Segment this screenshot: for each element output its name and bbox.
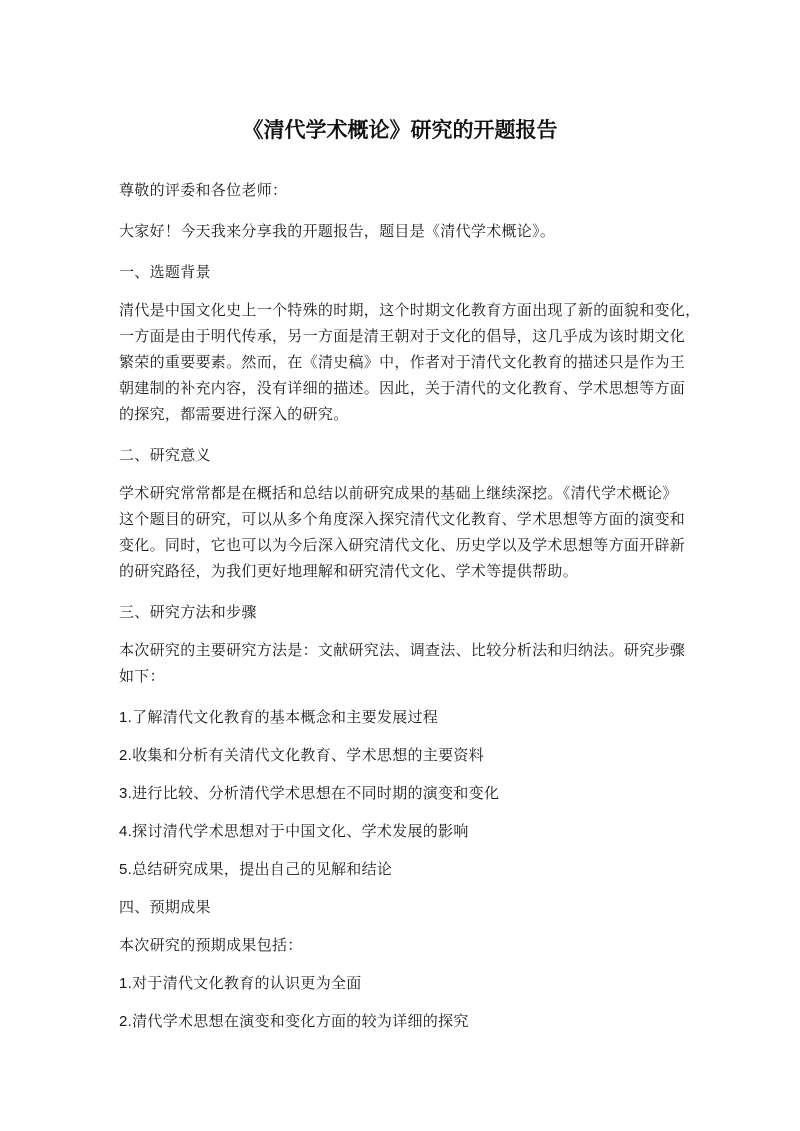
paragraph <box>119 298 699 428</box>
text-line: 一方面是由于明代传承，另一方面是清王朝对于文化的倡导，这几乎成为该时期文化 <box>119 328 686 345</box>
text-line: 一、选题背景 <box>119 264 211 281</box>
text-line: 尊敬的评委和各位老师： <box>119 182 288 199</box>
section-heading <box>119 443 699 469</box>
text-line: 的研究路径，为我们更好地理解和研究清代文化、学术等提供帮助。 <box>119 563 579 580</box>
text-line: 1.对于清代文化教育的认识更为全面 <box>119 975 362 992</box>
list-item <box>119 743 699 769</box>
list-item <box>119 971 699 997</box>
text-line: 二、研究意义 <box>119 447 211 464</box>
text-line: 这个题目的研究，可以从多个角度深入探究清代文化教育、学术思想等方面的演变和 <box>119 511 686 528</box>
section-heading <box>119 895 699 921</box>
paragraph <box>119 638 699 690</box>
text-line: 4.探讨清代学术思想对于中国文化、学术发展的影响 <box>119 823 469 840</box>
list-item <box>119 819 699 845</box>
list-item <box>119 857 699 883</box>
document-body <box>119 178 699 1047</box>
text-line: 清代是中国文化史上一个特殊的时期，这个时期文化教育方面出现了新的面貌和变化， <box>119 302 701 319</box>
text-line: 本次研究的主要研究方法是：文献研究法、调查法、比较分析法和归纳法。研究步骤 <box>119 642 686 659</box>
text-line: 变化。同时，它也可以为今后深入研究清代文化、历史学以及学术思想等方面开辟新 <box>119 537 686 554</box>
list-item <box>119 1009 699 1035</box>
text-line: 学术研究常常都是在概括和总结以前研究成果的基础上继续深挖。《清代学术概论》 <box>119 485 678 502</box>
text-line: 2.收集和分析有关清代文化教育、学术思想的主要资料 <box>119 747 485 764</box>
list-item <box>119 781 699 807</box>
text-line: 5.总结研究成果，提出自己的见解和结论 <box>119 861 393 878</box>
text-line: 繁荣的重要要素。然而，在《清史稿》中，作者对于清代文化教育的描述只是作为王 <box>119 354 686 371</box>
paragraph <box>119 481 699 585</box>
list-item <box>119 933 699 959</box>
text-line: 1.了解清代文化教育的基本概念和主要发展过程 <box>119 709 439 726</box>
text-line: 三、研究方法和步骤 <box>119 604 257 621</box>
text-line: 如下： <box>119 668 165 685</box>
section-heading <box>119 260 699 286</box>
document-title: 《清代学术概论》研究的开题报告 <box>242 119 558 142</box>
text-line: 四、预期成果 <box>119 899 211 916</box>
text-line: 朝建制的补充内容，没有详细的描述。因此，关于清代的文化教育、学术思想等方面 <box>119 380 686 397</box>
text-line: 本次研究的预期成果包括： <box>119 937 303 954</box>
section-heading <box>119 600 699 626</box>
paragraph <box>119 219 699 245</box>
paragraph <box>119 178 699 204</box>
list-item <box>119 705 699 731</box>
text-line: 3.进行比较、分析清代学术思想在不同时期的演变和变化 <box>119 785 500 802</box>
text-line: 大家好！今天我来分享我的开题报告，题目是《清代学术概论》。 <box>119 223 556 240</box>
text-line: 的探究，都需要进行深入的研究。 <box>119 406 349 423</box>
text-line: 2.清代学术思想在演变和变化方面的较为详细的探究 <box>119 1013 469 1030</box>
